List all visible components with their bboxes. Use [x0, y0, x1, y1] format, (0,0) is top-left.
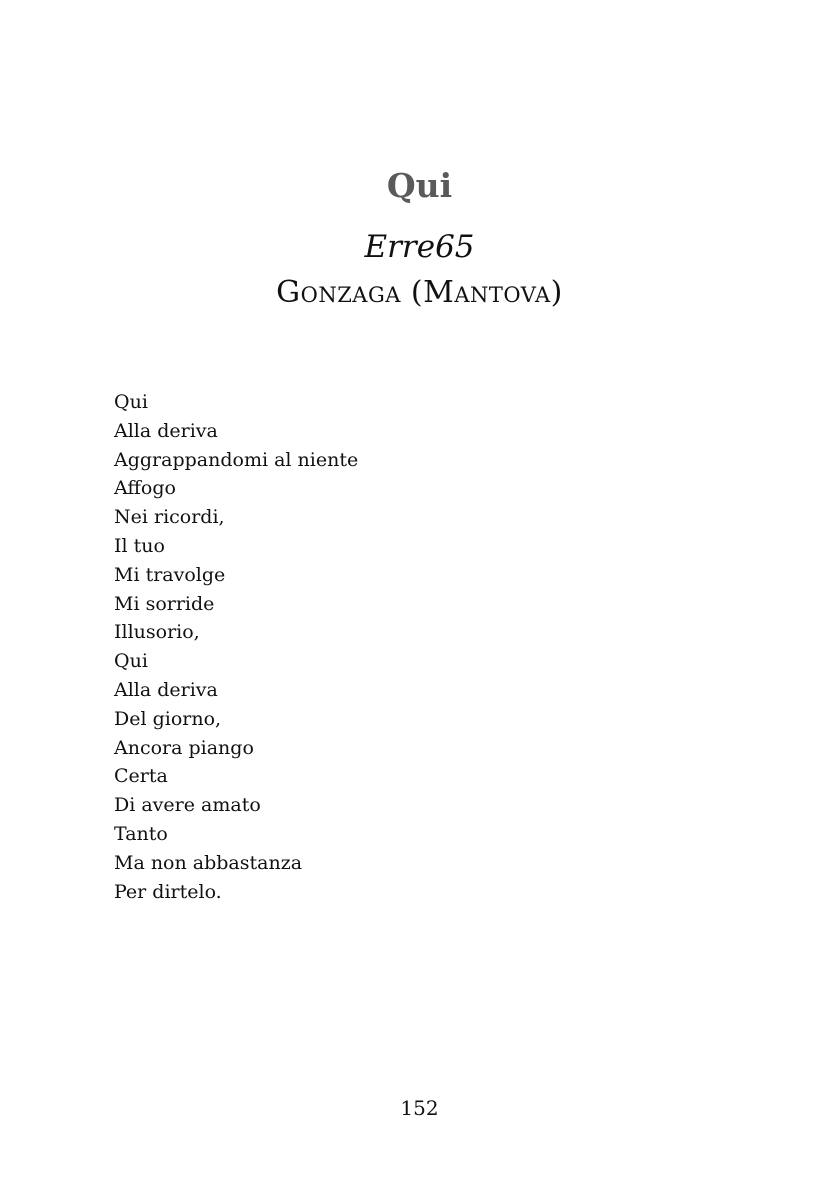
page-number: 152 [400, 1096, 439, 1120]
poem-line: Il tuo [114, 534, 165, 557]
poem-line: Illusorio, [114, 621, 200, 644]
poem-line: Certa [114, 765, 168, 788]
poem-line: Qui [114, 391, 148, 413]
poem-line: Affogo [114, 477, 176, 500]
poem-line: Alla deriva [114, 678, 218, 701]
poem-line: Mi sorride [114, 592, 215, 615]
poem-line: Del giorno, [114, 707, 222, 730]
poem-line: Qui [114, 650, 148, 673]
poem-line: Tanto [114, 822, 168, 845]
poem-line: Mi travolge [114, 563, 226, 586]
poem-line: Nei ricordi, [114, 506, 225, 529]
poem-author: Erre65 [364, 229, 475, 265]
poem-line: Per dirtelo. [114, 880, 222, 903]
poem-body [114, 388, 358, 906]
author-location: Gonzaga (Mantova) [276, 275, 563, 310]
poem-line: Di avere amato [114, 794, 261, 817]
poem-line: Alla deriva [114, 419, 218, 442]
poem-title: Qui [386, 166, 453, 205]
poem-line: Aggrappandomi al niente [114, 448, 359, 471]
poem-line: Ma non abbastanza [114, 851, 303, 874]
poem-line: Ancora piango [114, 736, 254, 759]
